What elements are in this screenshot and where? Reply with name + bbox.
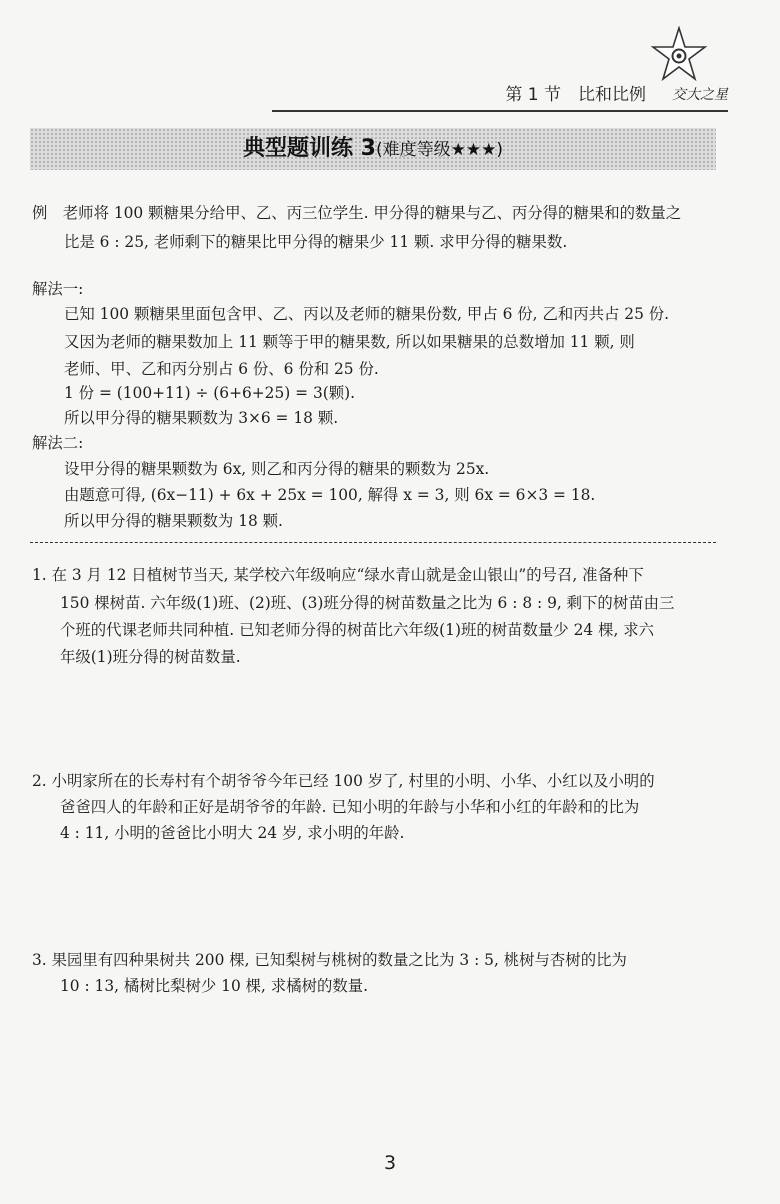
solution-line: 由题意可得, (6x−11) + 6x + 25x = 100, 解得 x = 3, 则 6x = 6×3 = 18. [64,486,596,504]
difficulty-label: (难度等级★★★) [375,140,503,160]
brand-logo-text: 交大之星 [672,87,728,103]
solution-line: 所以甲分得的糖果颗数为 3×6 = 18 颗. [64,409,339,427]
dashed-divider [30,542,716,543]
example-line: 比是 6 : 25, 老师剩下的糖果比甲分得的糖果少 11 颗. 求甲分得的糖果数. [64,233,568,251]
solution-line: 1 份 = (100+11) ÷ (6+6+25) = 3(颗). [64,384,356,402]
page-header [272,76,728,112]
solution-line: 已知 100 颗糖果里面包含甲、乙、丙以及老师的糖果份数, 甲占 6 份, 乙和丙共占 25 份. [64,305,670,323]
problem-line: 个班的代课老师共同种植. 已知老师分得的树苗比六年级(1)班的树苗数量少 24 棵, 求六 [60,621,655,639]
problem-line: 4 : 11, 小明的爸爸比小明大 24 岁, 求小明的年龄. [60,824,405,842]
solution-line: 所以甲分得的糖果颗数为 18 颗. [64,512,283,530]
example-line: 例 老师将 100 颗糖果分给甲、乙、丙三位学生. 甲分得的糖果与乙、丙分得的糖果和的数量之 [32,204,682,222]
solution-line: 老师、甲、乙和丙分别占 6 份、6 份和 25 份. [64,360,379,378]
solution-line: 又因为老师的糖果数加上 11 颗等于甲的糖果数, 所以如果糖果的总数增加 11 颗, 则 [64,333,635,351]
problem-line: 10 : 13, 橘树比梨树少 10 棵, 求橘树的数量. [60,977,369,995]
problem-line: 3. 果园里有四种果树共 200 棵, 已知梨树与桃树的数量之比为 3 : 5, 桃树与杏树的比为 [32,951,627,969]
problem-line: 150 棵树苗. 六年级(1)班、(2)班、(3)班分得的树苗数量之比为 6 : 8 : 9, 剩下的树苗由三 [60,594,675,612]
problem-line: 爸爸四人的年龄和正好是胡爷爷的年龄. 已知小明的年龄与小华和小红的年龄和的比为 [60,798,640,816]
problem-line: 1. 在 3 月 12 日植树节当天, 某学校六年级响应“绿水青山就是金山银山”的号召, 准备种下 [32,566,644,584]
solution-line: 设甲分得的糖果颗数为 6x, 则乙和丙分得的糖果的颗数为 25x. [64,460,490,478]
solution-label: 解法一: [32,280,84,298]
section-title: 第 1 节 比和比例 [505,85,646,105]
problem-line: 2. 小明家所在的长寿村有个胡爷爷今年已经 100 岁了, 村里的小明、小华、小红以及小明的 [32,772,655,790]
page-number: 3 [383,1152,397,1174]
exercise-title: 典型题训练 3 [243,136,376,161]
exercise-title-banner [30,128,716,170]
solution-label: 解法二: [32,434,84,452]
problem-line: 年级(1)班分得的树苗数量. [60,648,241,666]
